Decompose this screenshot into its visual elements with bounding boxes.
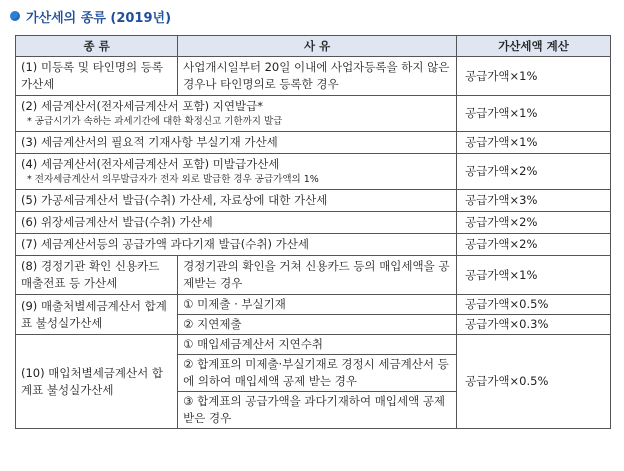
row9-rate-b: 공급가액×0.3% [457, 315, 611, 335]
row10-type: (10) 매입처별세금계산서 합계표 불성실가산세 [16, 335, 178, 429]
row10-reason-c: ③ 합계표의 공급가액을 과다기재하여 매입세액 공제 받은 경우 [178, 392, 457, 429]
table-header-row [16, 36, 611, 57]
row3-type: (3) 세금계산서의 필요적 기재사항 부실기재 가산세 [16, 132, 457, 154]
row1-reason: 사업개시일부터 20일 이내에 사업자등록을 하지 않은 경우나 타인명의로 등록한 경우 [178, 57, 457, 96]
row9-type: (9) 매출처별세금계산서 합계표 불성실가산세 [16, 295, 178, 335]
table-row [16, 335, 611, 355]
row7-rate: 공급가액×2% [457, 234, 611, 256]
section-title-row [10, 5, 171, 27]
row10-reason-b: ② 합계표의 미제출·부실기재로 경정시 세금계산서 등에 의하여 매입세액 공제 받는 경우 [178, 355, 457, 392]
row7-type: (7) 세금계산서등의 공급가액 과다기재 발급(수취) 가산세 [16, 234, 457, 256]
table-row [16, 212, 611, 234]
row5-rate: 공급가액×3% [457, 190, 611, 212]
row1-type: (1) 미등록 및 타인명의 등록 가산세 [16, 57, 178, 96]
row2-note: * 공급시기가 속하는 과세기간에 대한 확정신고 기한까지 발급 [27, 116, 283, 127]
penalty-table-wrapper [15, 35, 611, 429]
header-calc: 가산세액 계산 [457, 36, 611, 57]
header-type: 종 류 [16, 36, 178, 57]
penalty-table [15, 35, 611, 429]
row5-type: (5) 가공세금계산서 발급(수취) 가산세, 자료상에 대한 가산세 [16, 190, 457, 212]
header-reason: 사 유 [178, 36, 457, 57]
table-row [16, 154, 611, 190]
row6-type: (6) 위장세금계산서 발급(수취) 가산세 [16, 212, 457, 234]
row10-reason-a: ① 매입세금계산서 지연수취 [178, 335, 457, 355]
table-row [16, 132, 611, 154]
table-row [16, 295, 611, 315]
table-row [16, 256, 611, 295]
row10-rate: 공급가액×0.5% [457, 335, 611, 429]
row9-rate-a: 공급가액×0.5% [457, 295, 611, 315]
table-row [16, 190, 611, 212]
row4-rate: 공급가액×2% [457, 154, 611, 190]
row8-rate: 공급가액×1% [457, 256, 611, 295]
row8-type: (8) 경정기관 확인 신용카드 매출전표 등 가산세 [16, 256, 178, 295]
table-row [16, 234, 611, 256]
row9-reason-a: ① 미제출 · 부실기재 [178, 295, 457, 315]
row3-rate: 공급가액×1% [457, 132, 611, 154]
row2-rate: 공급가액×1% [457, 96, 611, 132]
row1-rate: 공급가액×1% [457, 57, 611, 96]
row8-reason: 경정기관의 확인을 거쳐 신용카드 등의 매입세액을 공제받는 경우 [178, 256, 457, 295]
row2-type: (2) 세금계산서(전자세금계산서 포함) 지연발급* [21, 99, 263, 113]
row4-note: * 전자세금계산서 의무발급자가 전자 외로 발급한 경우 공급가액의 1% [27, 174, 319, 185]
table-row [16, 57, 611, 96]
row2-type-cell [16, 96, 457, 132]
bullet-icon [10, 11, 20, 21]
row6-rate: 공급가액×2% [457, 212, 611, 234]
page-title: 가산세의 종류 (2019년) [26, 10, 172, 26]
row4-type-cell [16, 154, 457, 190]
table-row [16, 96, 611, 132]
row9-reason-b: ② 지연제출 [178, 315, 457, 335]
row4-type: (4) 세금계산서(전자세금계산서 포함) 미발급가산세 [21, 157, 280, 171]
